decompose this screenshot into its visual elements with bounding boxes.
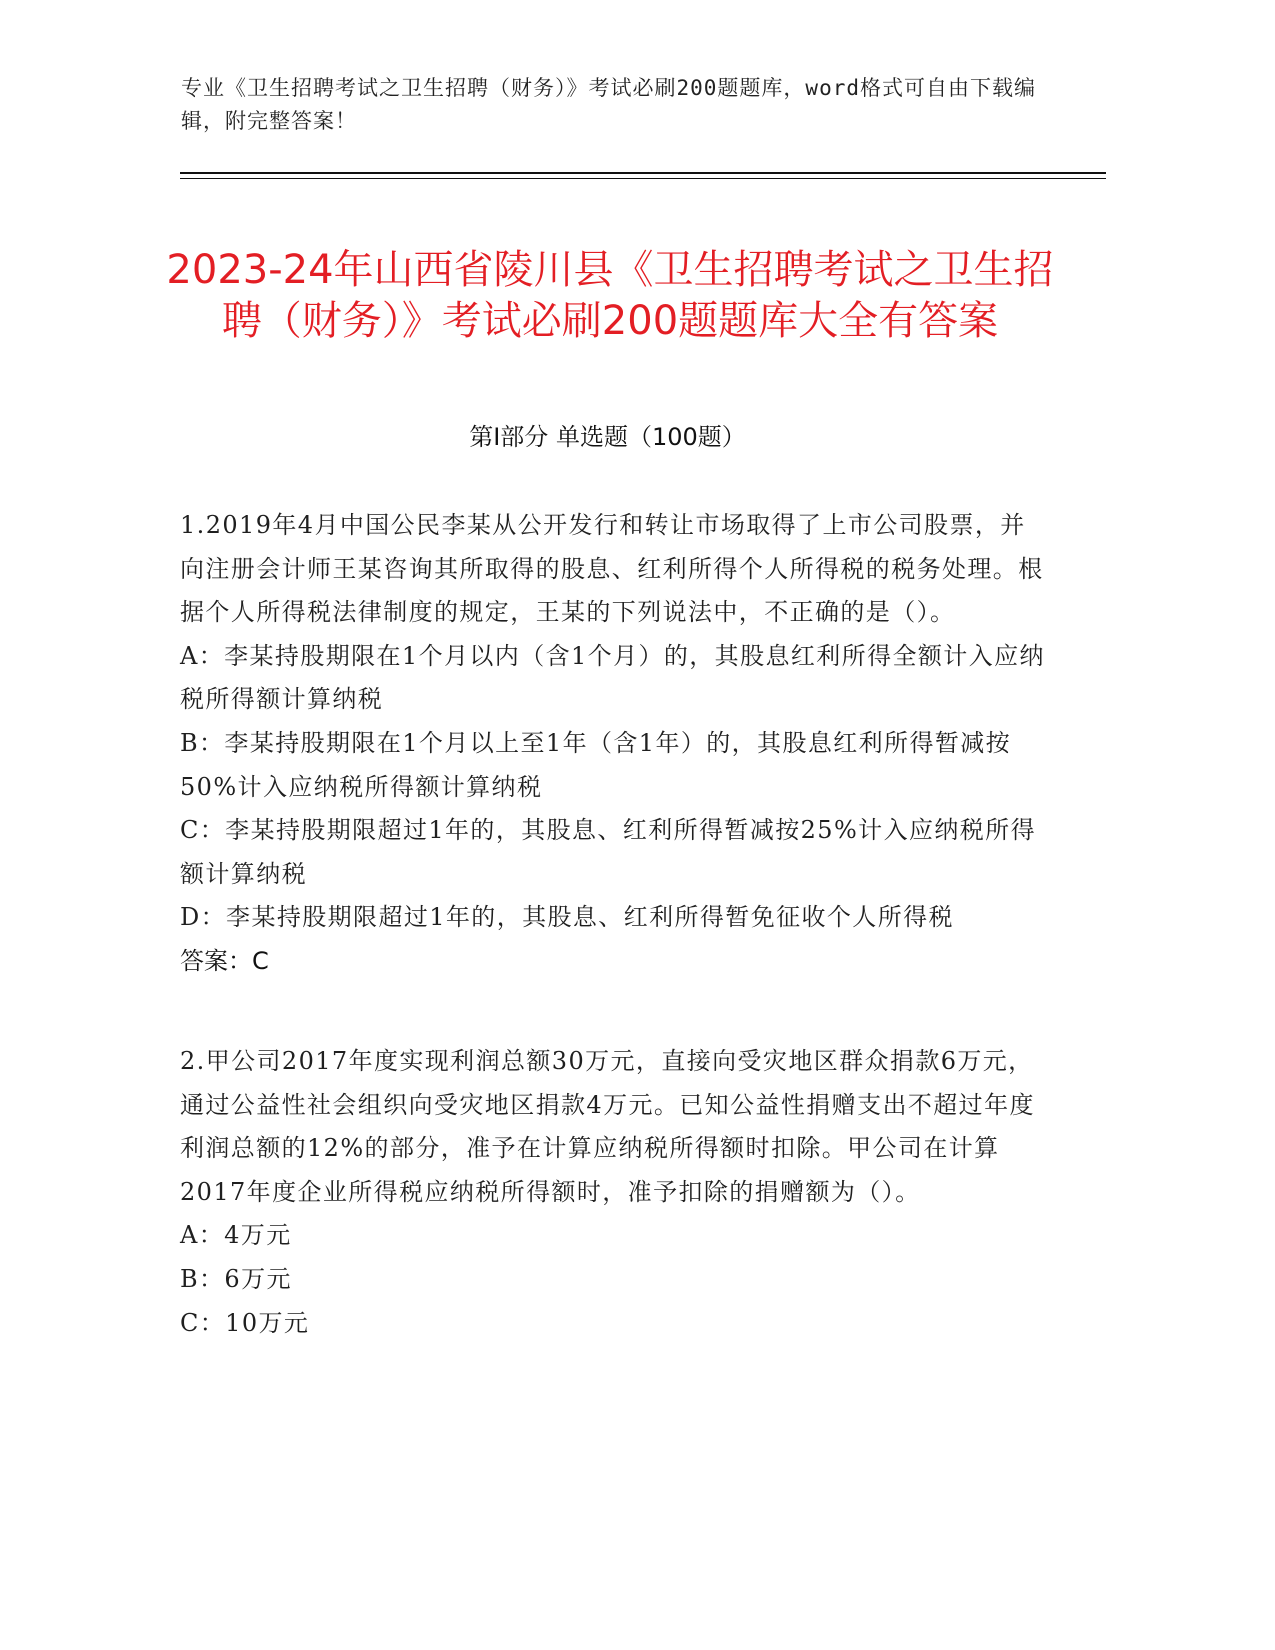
header-note: 专业《卫生招聘考试之卫生招聘（财务）》考试必刷200题题库，word格式可自由下载编辑，附完整答案！: [181, 76, 1036, 133]
header-divider-thin: [180, 178, 1106, 179]
option-c: C：10万元: [180, 1308, 310, 1337]
question-stem: 1.2019年4月中国公民李某从公开发行和转让市场取得了上市公司股票，并向注册会计师王某咨询其所取得的股息、红利所得个人所得税的税务处理。根据个人所得税法律制度的规定，王某的下列说法中，不正确的是（）。: [180, 511, 1044, 627]
answer-label: 答案：C: [180, 946, 269, 975]
option-d: D：李某持股期限超过1年的，其股息、红利所得暂免征收个人所得税: [180, 903, 954, 932]
header-divider-thick: [180, 172, 1106, 174]
option-c: C：李某持股期限超过1年的，其股息、红利所得暂减按25%计入应纳税所得额计算纳税: [180, 816, 1036, 888]
option-b: B：李某持股期限在1个月以上至1年（含1年）的，其股息红利所得暂减按50%计入应纳税所得额计算纳税: [180, 728, 1012, 801]
question-2: [180, 1040, 1050, 1345]
question-list: [180, 504, 1050, 1403]
section-title: 第Ⅰ部分 单选题（100题）: [469, 423, 746, 451]
question-1: [180, 504, 1050, 982]
document-title: 2023-24年山西省陵川县《卫生招聘考试之卫生招聘（财务）》考试必刷200题题库大全有答案: [166, 246, 1054, 344]
option-a: A：李某持股期限在1个月以内（含1个月）的，其股息红利所得全额计入应纳税所得额计算纳税: [180, 641, 1045, 714]
option-b: B：6万元: [180, 1264, 292, 1293]
option-a: A：4万元: [180, 1221, 292, 1250]
question-stem: 2.甲公司2017年度实现利润总额30万元，直接向受灾地区群众捐款6万元，通过公益性社会组织向受灾地区捐款4万元。已知公益性捐赠支出不超过年度利润总额的12%的部分，准予在计算应纳税所得额时扣除。甲公司在计算2017年度企业所得税应纳税所得额时，准予扣除的捐赠额为（）。: [180, 1046, 1035, 1206]
